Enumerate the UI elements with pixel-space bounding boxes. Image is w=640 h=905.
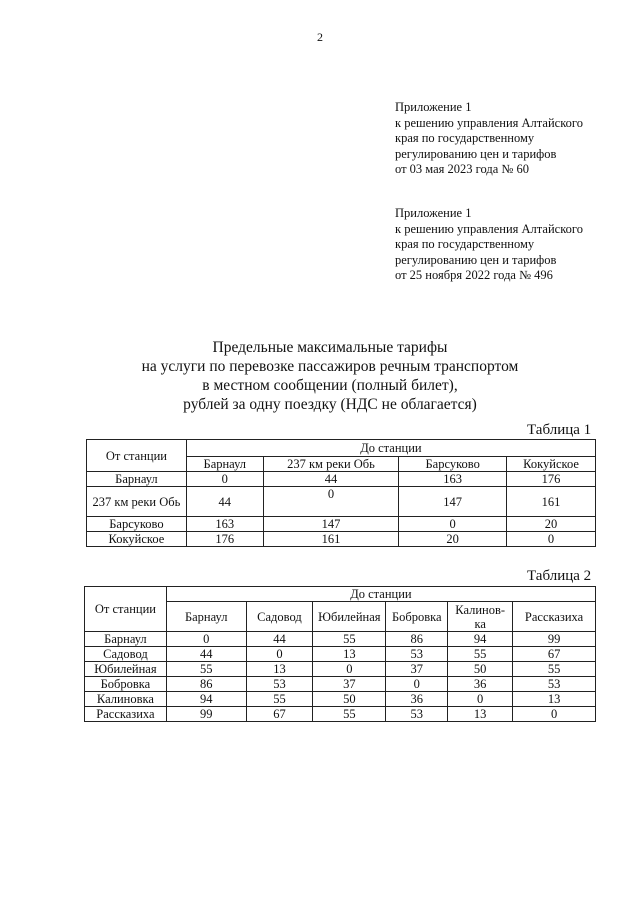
table1-caption: Таблица 1 bbox=[527, 422, 592, 438]
column-header: Юбилейная bbox=[313, 602, 386, 632]
row-station: Бобровка bbox=[85, 677, 167, 692]
tariff-cell: 0 bbox=[507, 532, 596, 547]
row-station: Барнаул bbox=[87, 472, 187, 487]
appendix-line: к решению управления Алтайского bbox=[395, 221, 583, 236]
title-line: на услуги по перевозке пассажиров речным транспортом bbox=[141, 358, 519, 375]
tariff-cell: 67 bbox=[513, 647, 596, 662]
tariff-cell: 0 bbox=[246, 647, 313, 662]
tariff-cell: 13 bbox=[448, 707, 513, 722]
column-header: Кокуйское bbox=[507, 457, 596, 472]
document-title bbox=[60, 338, 600, 414]
tariff-cell: 176 bbox=[186, 532, 263, 547]
tariff-cell: 176 bbox=[507, 472, 596, 487]
appendix-line: от 25 ноября 2022 года № 496 bbox=[395, 268, 553, 282]
row-station: Садовод bbox=[85, 647, 167, 662]
tariff-cell: 53 bbox=[513, 677, 596, 692]
tariff-table-2 bbox=[84, 586, 596, 722]
tariff-cell: 55 bbox=[448, 647, 513, 662]
tariff-cell: 44 bbox=[246, 632, 313, 647]
column-header: Рассказиха bbox=[513, 602, 596, 632]
row-station: Калиновка bbox=[85, 692, 167, 707]
tariff-cell: 161 bbox=[263, 532, 399, 547]
tariff-cell: 0 bbox=[386, 677, 448, 692]
tariff-cell: 86 bbox=[166, 677, 246, 692]
tariff-cell: 20 bbox=[507, 517, 596, 532]
tariff-cell: 13 bbox=[313, 647, 386, 662]
to-station-header: До станции bbox=[186, 440, 595, 457]
tariff-cell: 37 bbox=[386, 662, 448, 677]
page-number: 2 bbox=[317, 30, 323, 44]
tariff-cell: 0 bbox=[513, 707, 596, 722]
tariff-cell: 99 bbox=[513, 632, 596, 647]
tariff-cell: 67 bbox=[246, 707, 313, 722]
tariff-cell: 55 bbox=[246, 692, 313, 707]
table-row bbox=[85, 692, 596, 707]
tariff-cell: 20 bbox=[399, 532, 507, 547]
column-header: Калинов-ка bbox=[448, 602, 513, 632]
appendix-line: Приложение 1 bbox=[395, 100, 472, 114]
row-station: Юбилейная bbox=[85, 662, 167, 677]
column-header: Садовод bbox=[246, 602, 313, 632]
tariff-cell: 13 bbox=[513, 692, 596, 707]
tariff-cell: 53 bbox=[386, 647, 448, 662]
row-station: Барнаул bbox=[85, 632, 167, 647]
row-station: Кокуйское bbox=[87, 532, 187, 547]
row-station: Барсуково bbox=[87, 517, 187, 532]
column-header: 237 км реки Обь bbox=[263, 457, 399, 472]
table2-caption: Таблица 2 bbox=[527, 568, 592, 584]
tariff-cell: 0 bbox=[313, 662, 386, 677]
tariff-cell: 55 bbox=[313, 632, 386, 647]
tariff-cell: 13 bbox=[246, 662, 313, 677]
tariff-cell: 0 bbox=[186, 472, 263, 487]
from-station-header: От станции bbox=[87, 440, 187, 472]
from-station-header: От станции bbox=[85, 587, 167, 632]
appendix-line: края по государственному bbox=[395, 131, 535, 145]
table-row bbox=[85, 662, 596, 677]
appendix-previous bbox=[395, 206, 583, 284]
tariff-cell: 99 bbox=[166, 707, 246, 722]
tariff-cell: 44 bbox=[186, 487, 263, 517]
tariff-cell: 163 bbox=[186, 517, 263, 532]
table-row bbox=[85, 707, 596, 722]
tariff-cell: 53 bbox=[246, 677, 313, 692]
column-header: Барсуково bbox=[399, 457, 507, 472]
tariff-cell: 36 bbox=[448, 677, 513, 692]
tariff-cell: 163 bbox=[399, 472, 507, 487]
tariff-cell: 50 bbox=[313, 692, 386, 707]
table-row bbox=[85, 632, 596, 647]
table-row bbox=[85, 647, 596, 662]
title-line: рублей за одну поездку (НДС не облагается) bbox=[183, 396, 477, 413]
tariff-cell: 147 bbox=[263, 517, 399, 532]
tariff-cell: 86 bbox=[386, 632, 448, 647]
tariff-cell: 161 bbox=[507, 487, 596, 517]
appendix-line: к решению управления Алтайского bbox=[395, 115, 583, 130]
tariff-cell: 0 bbox=[448, 692, 513, 707]
appendix-line: от 03 мая 2023 года № 60 bbox=[395, 162, 529, 176]
tariff-cell: 55 bbox=[166, 662, 246, 677]
tariff-cell: 55 bbox=[313, 707, 386, 722]
appendix-line: края по государственному bbox=[395, 237, 535, 251]
to-station-header: До станции bbox=[166, 587, 595, 602]
table-row bbox=[85, 677, 596, 692]
row-station: 237 км реки Обь bbox=[87, 487, 187, 517]
tariff-cell: 0 bbox=[263, 487, 399, 517]
table-row bbox=[87, 532, 596, 547]
table-row bbox=[87, 487, 596, 517]
tariff-cell: 36 bbox=[386, 692, 448, 707]
tariff-cell: 55 bbox=[513, 662, 596, 677]
appendix-line: Приложение 1 bbox=[395, 206, 472, 220]
title-line: Предельные максимальные тарифы bbox=[212, 339, 448, 356]
column-header: Барнаул bbox=[186, 457, 263, 472]
tariff-cell: 44 bbox=[166, 647, 246, 662]
tariff-cell: 147 bbox=[399, 487, 507, 517]
appendix-line: регулированию цен и тарифов bbox=[395, 146, 557, 161]
tariff-cell: 37 bbox=[313, 677, 386, 692]
tariff-cell: 94 bbox=[448, 632, 513, 647]
table-row bbox=[87, 517, 596, 532]
tariff-cell: 50 bbox=[448, 662, 513, 677]
appendix-line: регулированию цен и тарифов bbox=[395, 252, 557, 267]
column-header: Барнаул bbox=[166, 602, 246, 632]
tariff-cell: 44 bbox=[263, 472, 399, 487]
title-line: в местном сообщении (полный билет), bbox=[202, 377, 458, 394]
tariff-cell: 53 bbox=[386, 707, 448, 722]
column-header: Бобровка bbox=[386, 602, 448, 632]
appendix-current bbox=[395, 100, 583, 178]
table-row bbox=[87, 472, 596, 487]
tariff-cell: 94 bbox=[166, 692, 246, 707]
row-station: Рассказиха bbox=[85, 707, 167, 722]
tariff-table-1 bbox=[86, 439, 596, 547]
tariff-cell: 0 bbox=[399, 517, 507, 532]
tariff-cell: 0 bbox=[166, 632, 246, 647]
